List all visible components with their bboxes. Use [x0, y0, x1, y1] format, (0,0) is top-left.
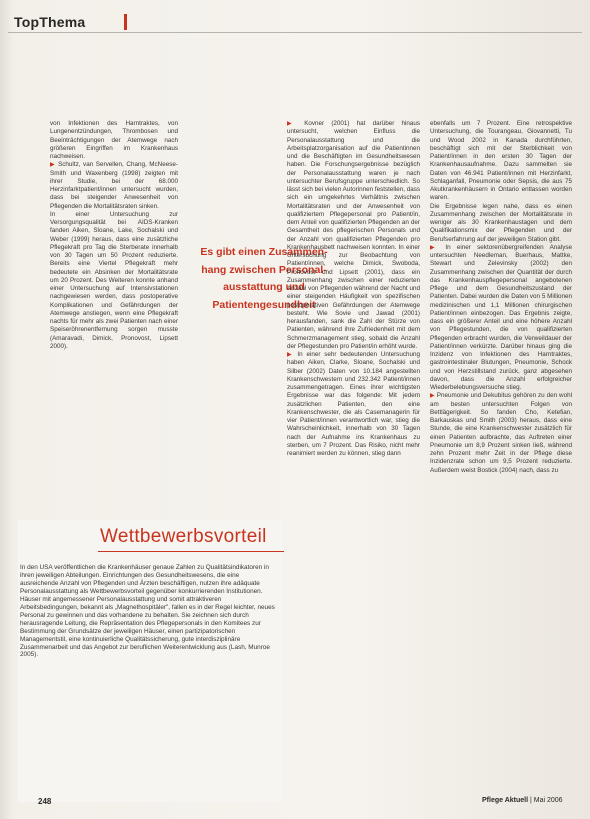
footer-magazine-info — [482, 797, 563, 804]
pull-quote: Es gibt einen Zusammen- hang zwischen Personal- ausstattung und Patientengesundheit — [200, 246, 328, 311]
paragraph: In einer Untersuchung zur Versorgungsqualität bei AIDS-Kranken fanden Aiken, Sloane, Lake, Sochalski und Weber (1999) heraus, dass eine zusätzliche Pflegekraft pro Tag die Sterberate innerhalb von 30 Tagen um 50 Prozent reduzierte. Bereits eine Viertel Pflegekraft mehr bedeutete ein Absinken der Mortalitätsrate um 20 Prozent. Des Weiteren konnte anhand einer Untersuchung auf Intensivstationen nachgewiesen werden, dass postoperative Komplikationen und Gefährdungen der Atemwege anstiegen, wenn eine Pflegekraft nachts für mehr als zwei Patienten nach einer Speiseröhrenentfernung sorgen musste (Amaravadi, Dimick, Pronovost, Lipsett 2000). — [50, 210, 178, 350]
section-accent-bar — [124, 14, 127, 30]
text-column-2 — [287, 120, 420, 800]
paragraph: Die Ergebnisse legen nahe, dass es einen Zusammenhang zwischen der Mortalitätsrate in weniger als 30 Krankenhaustagen und dem Qualifikationsmix der Pflegenden und der Berufserfahrung auf der jeweiligen Station gibt. — [430, 202, 572, 243]
bullet-arrow-icon: ▶ — [50, 162, 56, 169]
text-column-3 — [430, 120, 572, 800]
section-title: TopThema — [14, 14, 86, 30]
paragraph: ▶ In einer sektorenübergreifenden Analyse untersuchten Needleman, Buerhaus, Mattke, Stewart und Zelevinsky (2002) den Zusammenhang zwischen der Quantität der durch das Krankenhauspflegepersonal angebotenen Pflege und dem Gesundheitszustand der Patienten. Dabei wurden die Daten von 5 Millionen medizinischen und 1,1 Millionen chirurgischen Patient/innen einbezogen. Das Ergebnis zeigte, dass ein größerer Anteil und eine höhere Anzahl von Pflegestunden, die von qualifizierten Pflegenden erbracht wurden, die Verweildauer der Patient/innen verkürzte. Darüber hinaus ging die Inzidenz von Infektionen des Harntraktes, gastrointestinaler Blutungen, Pneumonie, Schock und von Herzstillstand zurück, ganz abgesehen davon, dass die Anzahl erfolgreicher Wiederbelebungsversuche stieg. — [430, 243, 572, 391]
bullet-arrow-icon: ▶ — [430, 393, 435, 400]
sidebar-text: In den USA veröffentlichen die Krankenhäuser genaue Zahlen zu Qualitätsindikatoren in ihren jeweiligen Abteilungen. Einrichtungen des Gesundheitswesens, die eine ausreichende Anzahl von Pflegenden und Ärzten beschäftigen, nutzen ihre adäquate Personalausstattung als Wettbewerbsvorteil gegenüber konkurrierenden Institutionen. Häuser mit angemessener Personalausstattung und somit attraktiveren Arbeitsbedingungen, bekannt als „Magnethospitäler", fallen es in der Regel leichter, neues Personal zu gewinnen und das vorhandene zu behalten. Sie zeichnen sich durch herausragende Leitung, die Repräsentation des Pflegepersonals in den Komitees zur Bestimmung der Grundsätze der jeweiligen Häuser, einen partizipatorischen Managementstil, eine kontinuierliche Qualitätssicherung, gute interdisziplinäre Zusammenarbeit und das Angebot zur beruflichen Weiterentwicklung aus (Lash, Munroe 2005). — [20, 564, 275, 659]
magazine-name: Pflege Aktuell — [482, 797, 529, 804]
bullet-arrow-icon: ▶ — [430, 244, 440, 251]
paragraph: ▶ Kovner (2001) hat darüber hinaus untersucht, welchen Einfluss die Personalausstattung und die Arbeitsplatzorganisation auf die Patientinnen und die Beschäftigten im Gesundheitswesen haben. Die Forschungsergebnisse bezüglich der Personalausstattung waren je nach untersuchter Berufsgruppe unterschiedlich. So lässt sich bei vielen Autorinnen feststellen, dass sich ein umgekehrtes Verhältnis zwischen Mortalitätsraten und der Anwesenheit von qualifiziertem Pflegepersonal pro Patient/in, dem Anteil von qualifizierten Pflegenden an der Gesamtheit des pflegerischen Personals und der Anzahl von qualifizierten Pflegenden pro Krankenhausbett nachweisen konnten. In einer Untersuchung zur Beobachtung von Patient/innen, welche Dimick, Swoboda, Pronovost und Lipsett (2001), dass ein Zusammenhang zwischen einer reduzierten Anzahl von Pflegenden während der Nacht und einer steigenden Häufigkeit von spezifischen postoperativen Gefährdungen der Atemwege besteht. Wie Sovie und Jawad (2001) herausfanden, sank die Zahl der Stürze von Patienten, während ihre Zufriedenheit mit dem Schmerzmanagement stieg, sobald die Anzahl der Pflegestunden pro Patient/in erhöht wurde. — [287, 120, 420, 350]
sidebar-title: Wettbewerbsvorteil — [100, 526, 267, 547]
page-header — [8, 10, 582, 34]
header-divider — [8, 32, 582, 33]
paragraph: ▶ Schultz, van Servellen, Chang, McNeese-Smith und Waxenberg (1998) zeigten mit ihrer Studie, bei der 68.000 Herzinfarktpatient/innen untersucht wurden, dass bei steigender Anwesenheit von Pflegenden die Mortalitätsraten sinken. — [50, 161, 178, 210]
sidebar-title-rule — [98, 551, 284, 552]
footer-separator: | — [529, 797, 534, 804]
bullet-arrow-icon: ▶ — [287, 352, 294, 358]
page-number: 248 — [38, 797, 52, 806]
paragraph: ▶ Pneumonie und Dekubitus gehören zu den wohl am besten untersuchten Folgen von Bettlägerigkeit. So fanden Cho, Ketefian, Barkauskas und Smith (2003) heraus, dass eine Stunde, die eine Krankenschwester zusätzlich für einen Patienten aufbrachte, das Auftreten einer Pneumonie um 8,9 Prozent sinken ließ, während zehn Prozent mehr Zeit in der Pflege diese Inzidenzrate schon um 9,5 Prozent reduzierte. Außerdem weist Bostick (2004) nach, dass zu — [430, 392, 572, 474]
text-column-1 — [50, 120, 178, 512]
bullet-arrow-icon: ▶ — [287, 121, 298, 127]
paragraph: von Infektionen des Harntraktes, von Lungenentzündungen, Thrombosen und Beeinträchtigungen der Atemwege nach größeren Eingriffen im Krankenhaus nachweisen. — [50, 120, 178, 160]
paragraph: ebenfalls um 7 Prozent. Eine retrospektive Untersuchung, die Tourangeau, Giovannetti, Tu und Wood 2002 in Kanada durchführten, beschäftigt sich mit der Sterblichkeit von Patient/innen in den ersten 30 Tagen der Krankenhausaufnahme. Dazu sammelten sie Daten von 46.941 Patient/innen mit Herzinfarkt, Schlaganfall, Pneumonie oder Sepsis, die aus 75 Akutkrankenhäusern in Ontario entlassen worden waren. — [430, 120, 572, 202]
issue-date: Mai 2006 — [533, 797, 563, 804]
paragraph: ▶ In einer sehr bedeutenden Untersuchung haben Aiken, Clarke, Sloane, Sochalski und Silber (2002) Daten von 10.184 angestellten Krankenschwestern und 232.342 Patient/innen zusammengetragen. Eines ihrer wichtigsten Ergebnisse war das folgende: Mit jedem zusätzlichen Patienten, den eine Krankenschwester, die als Casemanagerin für vier Patient/innen verantwortlich war, stieg die Wahrscheinlichkeit, innerhalb von 30 Tagen nach der Aufnahme ins Krankenhaus zu sterben, um 7 Prozent. Das Risiko, nicht mehr reanimiert werden zu können, stieg dann — [287, 351, 420, 457]
